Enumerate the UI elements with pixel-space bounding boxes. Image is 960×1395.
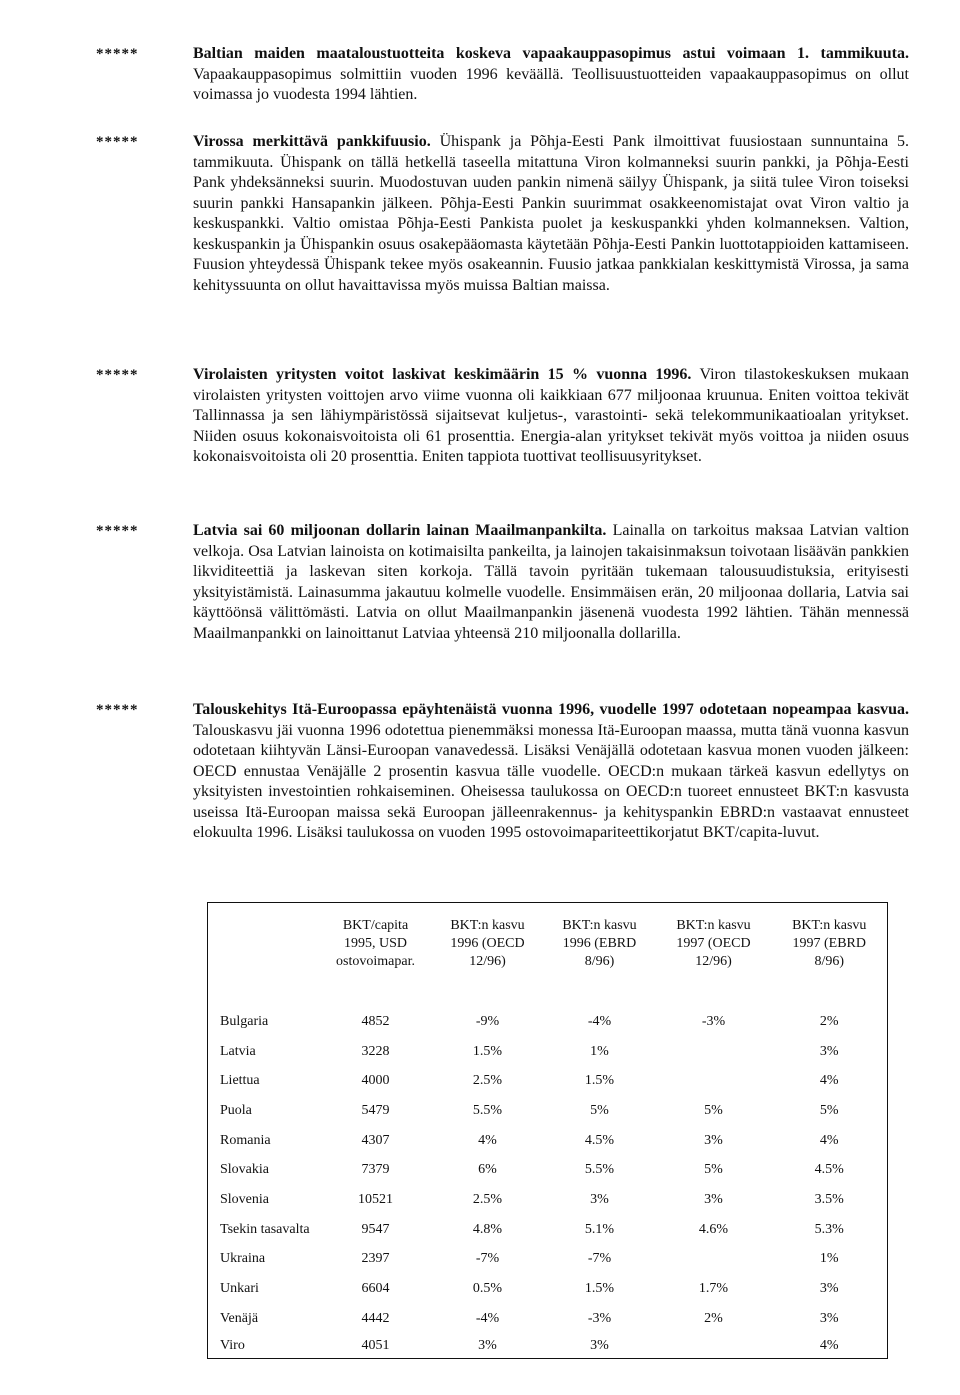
table-cell: 3%	[819, 1043, 839, 1059]
item-body	[193, 44, 909, 106]
item-text: Talouskasvu jäi vuonna 1996 odotettua pienemmäksi monessa Itä-Euroopan maassa, mutta tänä vuonna kasvun odotetaan kiihtyvän Länsi-Euroopan vanavedessä. Lisäksi Venäjällä odotetaan kasvua monen vuoden jälkeen: OECD ennustaa Venäjälle 2 prosentin kasvua tälle vuodelle. OECD:n mukaan tärkeä kasvun edellytys on yksityisten investointien rohkaiseminen. Oheisessa taulukossa on OECD:n tuoreet ennusteet BKT:n kasvusta useissa Itä-Euroopan maissa sekä Euroopan jälleenrakennus- ja kehityspankin EBRD:n vastaavat ennusteet elokuulta 1996. Lisäksi taulukossa on vuoden 1995 ostovoimapariteettikorjatut BKT/capita-luvut.	[193, 721, 909, 841]
table-cell	[656, 1245, 772, 1275]
table-cell: 1%	[590, 1043, 609, 1059]
table-row-country: Puola	[220, 1102, 252, 1118]
table-row-country: Ukraina	[220, 1251, 266, 1267]
table-column-header	[320, 903, 432, 988]
table-cell: -7%	[475, 1251, 500, 1267]
table-cell: 5.5%	[584, 1162, 615, 1178]
item-headline: Virossa merkittävä pankkifuusio.	[193, 133, 431, 150]
column-header-line: 1995, USD	[343, 936, 407, 951]
table-cell: 6604	[361, 1281, 390, 1297]
table-cell: -4%	[475, 1310, 500, 1326]
table-row-country: Slovakia	[220, 1162, 269, 1178]
item-marker: *****	[96, 134, 139, 150]
table-column-header	[544, 903, 656, 988]
item-text: Ühispank ja Põhja-Eesti Pank ilmoittivat fuusiostaan sunnuntaina 5. tammikuuta. Ühispank on tällä hetkellä taseella mitattuna Viron kolmanneksi suurin pankki, ja Põhja-Eesti Pank yhdeksänneksi suurin. Muodostuvan uuden pankin nimenä säilyy Ühispank, ja siitä tulee Viron toiseksi suurin pankki Hansapankin jälkeen. Põhja-Eesti Pankin suurimmat osakkeenomistajat ovat Viron valtio ja keskuspankki. Valtio omistaa Põhja-Eesti Pankista puolet ja keskuspankki yhden kolmanneksen. Valtion, keskuspankin ja Ühispankin osuus osakepääomasta käytetään Põhja-Eesti Pankin luottotappioiden kattamiseen. Fuusion yhteydessä Ühispank tekee myös osakeannin. Fuusio jatkaa pankkialan keskittymistä Virossa, ja sama kehityssuunta on ollut havaittavissa myös muissa Baltian maissa.	[193, 133, 910, 294]
table-cell: 1.5%	[584, 1281, 615, 1297]
table-row-country: Venäjä	[220, 1310, 259, 1326]
table-row	[208, 1096, 888, 1126]
column-header-line: 1997 (OECD	[676, 936, 751, 951]
column-header-line: BKT:n kasvu	[562, 918, 637, 933]
table-cell: 5.3%	[814, 1221, 844, 1237]
table-cell: 2%	[819, 1013, 839, 1029]
table-cell: 3%	[819, 1281, 839, 1297]
table-cell: 9547	[361, 1221, 390, 1237]
table-cell: 4051	[361, 1337, 390, 1353]
table-cell: 4.6%	[698, 1221, 729, 1237]
table-cell: 1.5%	[584, 1073, 615, 1089]
item-text: Vapaakauppasopimus solmittiin vuoden 1996 keväällä. Teollisuustuotteiden vapaakauppasopimus on ollut voimassa jo vuodesta 1994 lähtien.	[193, 65, 909, 103]
table-row-country: Latvia	[220, 1043, 256, 1059]
column-header-line: 8/96)	[814, 954, 845, 969]
table-row	[208, 1126, 888, 1156]
table-cell: 5%	[819, 1102, 839, 1118]
table-row-country: Bulgaria	[220, 1013, 269, 1029]
table-cell: -4%	[587, 1013, 612, 1029]
column-header-line: 12/96)	[469, 954, 506, 969]
item-marker: *****	[96, 523, 139, 539]
table-cell: 4000	[361, 1073, 390, 1089]
table-cell: 5%	[590, 1102, 609, 1118]
table-cell	[656, 1066, 772, 1096]
table-row	[208, 1037, 888, 1067]
table-cell: 4.8%	[472, 1221, 503, 1237]
table-row	[208, 1245, 888, 1275]
item-marker: *****	[96, 367, 139, 383]
item-headline: Virolaisten yritysten voitot laskivat keskimäärin 15 % vuonna 1996.	[193, 366, 692, 383]
table-header-empty	[208, 903, 320, 988]
table-row	[208, 1215, 888, 1245]
table-row-country: Unkari	[220, 1281, 259, 1297]
item-text: Lainalla on tarkoitus maksaa Latvian valtion velkoja. Osa Latvian lainoista on kotimaisilta pankeilta, ja lainojen takaisinmaksun toivotaan lisäävän pankkien likviditeettiä ja laskevan siten korkoja. Tällä tavoin pyritään tukemaan talousuudistuksia, erityisesti yksityistämistä. Lainasumma jakautuu kolmelle vuodelle. Ensimmäisen erän, 20 miljoonaa dollaria, Latvia sai käyttöönsä välittömästi. Latvia on ollut Maailmanpankin jäsenenä vuodesta 1992 lähtien. Tähän mennessä Maailmanpankki on lainoittanut Latviaa yhteensä 210 miljoonalla dollarilla.	[193, 522, 910, 642]
table-cell: 3%	[478, 1337, 497, 1353]
column-header-line: ostovoimapar.	[336, 954, 415, 969]
item-body	[193, 132, 909, 296]
table-cell	[656, 1334, 772, 1359]
table-row	[208, 1185, 888, 1215]
table-cell: -7%	[587, 1251, 612, 1267]
column-header-line: BKT:n kasvu	[450, 918, 525, 933]
table-row-country: Tsekin tasavalta	[220, 1221, 310, 1237]
table-cell: 1.7%	[698, 1281, 729, 1297]
table-cell: 10521	[358, 1191, 393, 1207]
table-cell: 3.5%	[814, 1191, 844, 1207]
table-cell: 4%	[819, 1073, 839, 1089]
table-cell: 5479	[361, 1102, 390, 1118]
table-cell: 4852	[361, 1013, 390, 1029]
column-header-line: 12/96)	[695, 954, 732, 969]
gdp-table-container	[207, 902, 888, 1359]
item-headline: Latvia sai 60 miljoonan dollarin lainan Maailmanpankilta.	[193, 522, 607, 539]
column-header-line: BKT/capita	[342, 918, 409, 933]
table-cell: -3%	[587, 1310, 612, 1326]
table-header-row	[208, 903, 888, 988]
column-header-line: 1996 (OECD	[450, 936, 525, 951]
table-cell: 5.1%	[584, 1221, 615, 1237]
column-header-line: 1996 (EBRD	[562, 936, 637, 951]
column-header-line: BKT:n kasvu	[676, 918, 751, 933]
column-header-line: 8/96)	[584, 954, 615, 969]
table-cell: 3%	[590, 1191, 609, 1207]
table-cell: -3%	[701, 1013, 726, 1029]
table-cell: 4.5%	[814, 1162, 844, 1178]
table-cell: 0.5%	[472, 1281, 503, 1297]
table-row-country: Romania	[220, 1132, 271, 1148]
table-cell: 1%	[819, 1251, 839, 1267]
table-cell: 2%	[704, 1310, 723, 1326]
table-cell: 4442	[361, 1310, 390, 1326]
table-cell: 4%	[478, 1132, 497, 1148]
table-row	[208, 1274, 888, 1304]
item-body	[193, 521, 909, 644]
item-marker: *****	[96, 46, 139, 62]
table-row	[208, 1066, 888, 1096]
item-headline: Baltian maiden maataloustuotteita koskeva vapaakauppasopimus astui voimaan 1. tammikuuta.	[193, 45, 909, 62]
table-column-header	[772, 903, 888, 988]
table-cell: 4%	[819, 1337, 839, 1353]
table-cell: 3%	[819, 1310, 839, 1326]
table-cell: 4.5%	[584, 1132, 615, 1148]
table-body	[208, 903, 888, 1359]
item-body	[193, 700, 909, 844]
table-row-country: Viro	[220, 1337, 245, 1353]
table-cell: 5%	[704, 1162, 723, 1178]
table-column-header	[656, 903, 772, 988]
table-cell: 2.5%	[472, 1191, 503, 1207]
table-row-country: Liettua	[220, 1073, 260, 1089]
table-cell: -9%	[475, 1013, 500, 1029]
item-text: Viron tilastokeskuksen mukaan virolaisten yritysten voittojen arvo viime vuonna oli kaikkiaan 677 miljoonaa kruunua. Eniten voittoa tekivät Tallinnassa ja sen lähiympäristössä sijaitsevat kuljetus-, varastointi- sekä telekommunikaatioalan yritykset. Niiden osuus kokonaisvoitoista oli 61 prosenttia. Energia-alan yritykset tekivät myös voittoa ja niiden osuus kokonaisvoitoista oli 20 prosenttia. Eniten tappiota tuottivat teollisuusyritykset.	[193, 366, 910, 465]
table-cell: 4%	[819, 1132, 839, 1148]
table-cell: 4307	[361, 1132, 390, 1148]
table-cell: 3228	[361, 1043, 390, 1059]
table-cell: 6%	[478, 1162, 497, 1178]
table-cell: 2.5%	[472, 1073, 503, 1089]
table-row	[208, 1304, 888, 1334]
table-cell: 3%	[590, 1337, 609, 1353]
table-cell: 5%	[704, 1102, 723, 1118]
gdp-growth-table	[207, 902, 888, 1359]
item-body	[193, 365, 909, 468]
item-marker: *****	[96, 702, 139, 718]
table-column-header	[432, 903, 544, 988]
column-header-line: 1997 (EBRD	[792, 936, 866, 951]
table-cell: 2397	[361, 1251, 390, 1267]
table-cell: 3%	[704, 1191, 723, 1207]
table-row-country: Slovenia	[220, 1191, 269, 1207]
table-cell	[656, 1037, 772, 1067]
table-spacer-row	[208, 987, 888, 1007]
table-cell: 1.5%	[472, 1043, 503, 1059]
table-cell: 7379	[361, 1162, 390, 1178]
table-row	[208, 1007, 888, 1037]
table-row	[208, 1334, 888, 1359]
table-row	[208, 1155, 888, 1185]
table-spacer-cell	[208, 987, 888, 1007]
table-cell: 5.5%	[472, 1102, 503, 1118]
item-headline: Talouskehitys Itä-Euroopassa epäyhtenäistä vuonna 1996, vuodelle 1997 odotetaan nopeampaa kasvua.	[193, 701, 909, 718]
table-cell: 3%	[704, 1132, 723, 1148]
column-header-line: BKT:n kasvu	[792, 918, 867, 933]
